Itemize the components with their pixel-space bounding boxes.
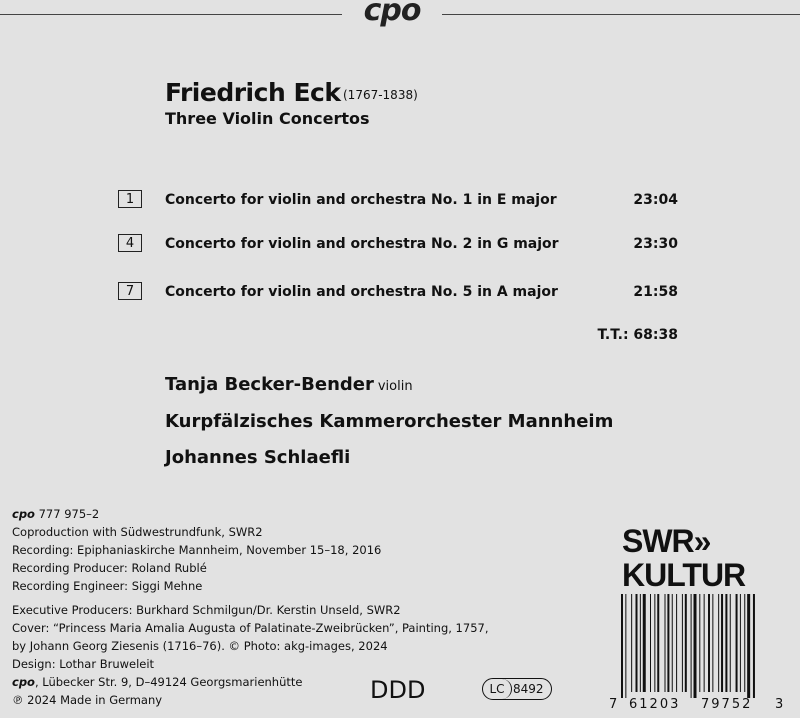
barcode-bar: [654, 594, 655, 692]
barcode-bar: [699, 594, 700, 692]
address-prefix: cpo: [12, 675, 35, 689]
track-time: 23:30: [633, 236, 678, 252]
barcode-bar: [657, 594, 659, 692]
track-row: [118, 190, 678, 212]
recording-line: Recording: Epiphaniaskirche Mannheim, November 15–18, 2016: [12, 543, 382, 557]
barcode-digits-left: 61203: [629, 697, 681, 712]
executive-line: Executive Producers: Burkhard Schmilgun/Dr. Kerstin Unseld, SWR2: [12, 603, 401, 617]
barcode-bars: [621, 594, 755, 698]
barcode-bar: [736, 594, 738, 692]
track-time: 23:04: [633, 192, 678, 208]
barcode-bar: [740, 594, 741, 692]
barcode-bar: [636, 594, 638, 692]
barcode-bar: [640, 594, 641, 692]
work-title: Three Violin Concertos: [165, 109, 370, 128]
barcode-bar: [744, 594, 745, 692]
barcode-bar: [747, 594, 750, 698]
barcode-bar: [691, 594, 692, 698]
barcode-bar: [753, 594, 755, 698]
barcode-bar: [650, 594, 651, 692]
barcode-bar: [712, 594, 713, 692]
barcode-digits-right: 79752: [701, 697, 753, 712]
track-title: Concerto for violin and orchestra No. 2 in G major: [165, 236, 559, 252]
barcode-bar: [665, 594, 666, 692]
barcode-bar: [694, 594, 697, 698]
barcode-bar: [721, 594, 723, 692]
copyright-line: ℗ 2024 Made in Germany: [12, 693, 163, 707]
track-time: 21:58: [633, 284, 678, 300]
performer-name: Kurpfälzisches Kammerorchester Mannheim: [165, 411, 614, 432]
barcode-bar: [685, 594, 687, 692]
performer-name: Johannes Schlaefli: [165, 447, 351, 468]
cover-line-2: by Johann Georg Ziesenis (1716–76). © Photo: akg-images, 2024: [12, 639, 388, 653]
performer-name: Tanja Becker-Bender: [165, 374, 374, 395]
cpo-logo: cpo: [342, 0, 442, 28]
barcode-digit-lead: 7: [609, 697, 618, 712]
coproduction-line: Coproduction with Südwestrundfunk, SWR2: [12, 525, 263, 539]
track-row: [118, 234, 678, 256]
barcode: [607, 594, 787, 712]
track-title: Concerto for violin and orchestra No. 1 in E major: [165, 192, 557, 208]
label-code-badge: [482, 678, 552, 700]
catalog-prefix: cpo: [12, 507, 35, 521]
barcode-bar: [621, 594, 623, 698]
barcode-bar: [718, 594, 719, 692]
track-title: Concerto for violin and orchestra No. 5 in A major: [165, 284, 558, 300]
composer-dates: (1767-1838): [343, 88, 418, 102]
barcode-bar: [667, 594, 669, 692]
barcode-bar: [730, 594, 731, 692]
barcode-bar: [704, 594, 705, 692]
barcode-bar: [708, 594, 710, 692]
total-time: T.T.: 68:38: [597, 327, 678, 343]
engineer-line: Recording Engineer: Siggi Mehne: [12, 579, 203, 593]
catalog-line: [12, 505, 488, 523]
conductor: [165, 447, 350, 468]
address-text: , Lübecker Str. 9, D–49124 Georgsmarienhütte: [34, 675, 303, 689]
producer-line: Recording Producer: Roland Rublé: [12, 561, 207, 575]
cover-line-1: Cover: “Princess Maria Amalia Augusta of Palatinate-Zweibrücken”, Painting, 1757,: [12, 621, 489, 635]
lc-number: 8492: [513, 682, 544, 696]
barcode-bar: [672, 594, 673, 692]
barcode-bar: [725, 594, 727, 692]
swr-kultur-logo: [622, 524, 745, 592]
barcode-bar: [676, 594, 677, 692]
lc-label: LC: [483, 679, 512, 699]
catalog-number: 777 975–2: [34, 507, 100, 521]
barcode-bar: [625, 594, 626, 698]
barcode-bar: [682, 594, 683, 692]
design-line: Design: Lothar Bruweleit: [12, 657, 155, 671]
track-number: 4: [118, 234, 142, 252]
barcode-bar: [631, 594, 632, 692]
barcode-digit-check: 3: [775, 697, 784, 712]
swr-logo-line2: KULTUR: [622, 557, 746, 593]
track-number: 7: [118, 282, 142, 300]
ddd-code: DDD: [370, 676, 426, 704]
swr-logo-line1: SWR»: [622, 523, 711, 559]
barcode-bar: [643, 594, 646, 692]
orchestra: [165, 411, 613, 432]
track-number: 1: [118, 190, 142, 208]
composer-name: Friedrich Eck: [165, 78, 341, 107]
soloist: [165, 374, 413, 395]
track-row: [118, 282, 678, 304]
performer-role: violin: [377, 379, 413, 394]
